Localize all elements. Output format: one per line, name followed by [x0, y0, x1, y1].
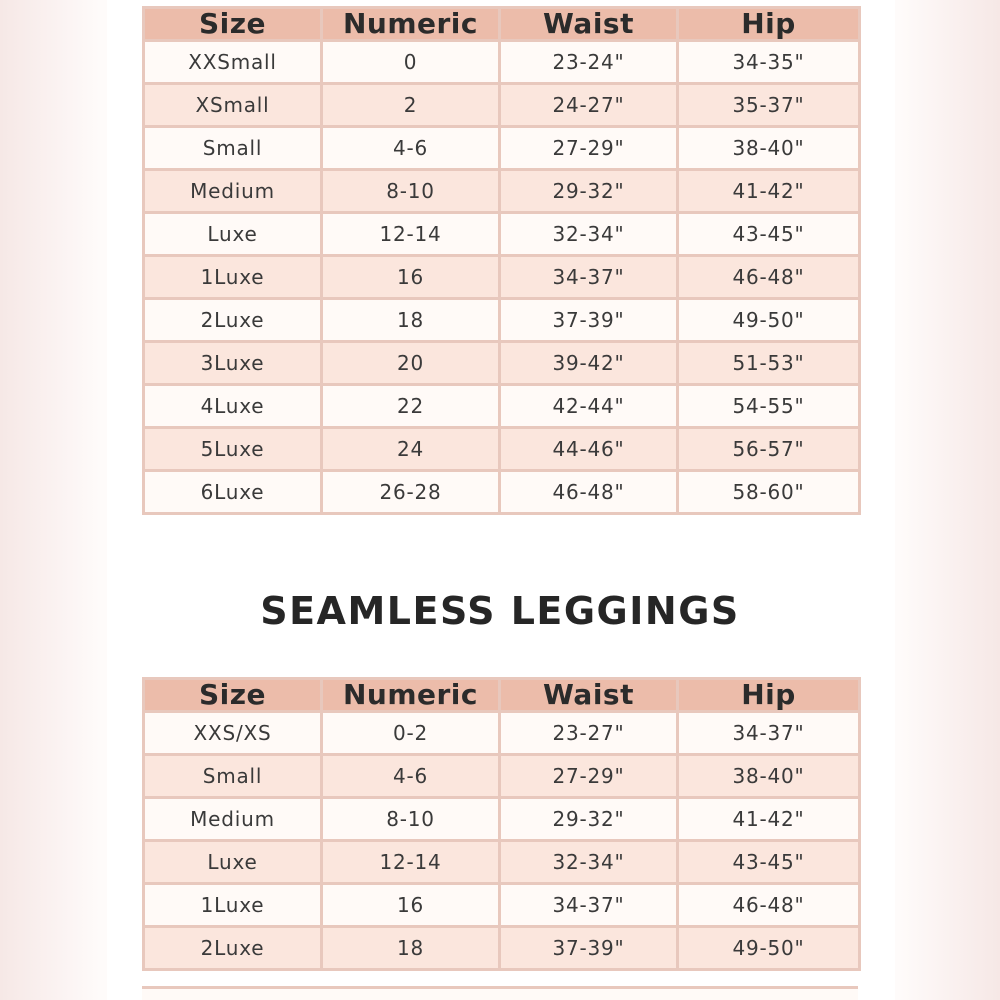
hip-cell: 43-45"	[678, 841, 860, 884]
table-row	[144, 41, 860, 84]
size-table-bottom	[142, 677, 861, 971]
size-cell: Medium	[144, 170, 322, 213]
table-row	[144, 342, 860, 385]
column-header-size: Size	[144, 8, 322, 41]
waist-cell: 39-42"	[500, 342, 678, 385]
size-cell: 3Luxe	[144, 342, 322, 385]
hip-cell: 49-50"	[678, 299, 860, 342]
waist-cell: 29-32"	[500, 170, 678, 213]
hip-cell: 46-48"	[678, 256, 860, 299]
waist-cell: 44-46"	[500, 428, 678, 471]
size-cell: XXSmall	[144, 41, 322, 84]
size-cell: 5Luxe	[144, 428, 322, 471]
table-header-row	[144, 8, 860, 41]
table-row	[144, 841, 860, 884]
column-header-hip: Hip	[678, 8, 860, 41]
size-cell: XXS/XS	[144, 712, 322, 755]
column-header-waist: Waist	[500, 679, 678, 712]
section-title: SEAMLESS LEGGINGS	[260, 589, 740, 633]
hip-cell: 41-42"	[678, 170, 860, 213]
column-header-numeric: Numeric	[322, 8, 500, 41]
size-cell: 2Luxe	[144, 299, 322, 342]
waist-cell: 23-24"	[500, 41, 678, 84]
waist-cell: 46-48"	[500, 471, 678, 514]
hip-cell: 38-40"	[678, 755, 860, 798]
waist-cell: 32-34"	[500, 841, 678, 884]
waist-cell: 27-29"	[500, 755, 678, 798]
numeric-cell: 18	[322, 927, 500, 970]
size-cell: 2Luxe	[144, 927, 322, 970]
size-table-top	[142, 6, 861, 515]
hip-cell: 38-40"	[678, 127, 860, 170]
size-cell: Small	[144, 755, 322, 798]
hip-cell: 46-48"	[678, 884, 860, 927]
numeric-cell: 0-2	[322, 712, 500, 755]
hip-cell: 34-35"	[678, 41, 860, 84]
column-header-waist: Waist	[500, 8, 678, 41]
waist-cell: 24-27"	[500, 84, 678, 127]
waist-cell: 42-44"	[500, 385, 678, 428]
hip-cell: 51-53"	[678, 342, 860, 385]
numeric-cell: 16	[322, 256, 500, 299]
size-cell: 6Luxe	[144, 471, 322, 514]
table-row	[144, 471, 860, 514]
numeric-cell: 20	[322, 342, 500, 385]
waist-cell: 34-37"	[500, 256, 678, 299]
table-header-row	[144, 679, 860, 712]
table-row	[144, 755, 860, 798]
hip-cell: 35-37"	[678, 84, 860, 127]
numeric-cell: 12-14	[322, 841, 500, 884]
numeric-cell: 0	[322, 41, 500, 84]
size-cell: XSmall	[144, 84, 322, 127]
numeric-cell: 2	[322, 84, 500, 127]
numeric-cell: 24	[322, 428, 500, 471]
waist-cell: 37-39"	[500, 927, 678, 970]
hip-cell: 41-42"	[678, 798, 860, 841]
numeric-cell: 18	[322, 299, 500, 342]
numeric-cell: 12-14	[322, 213, 500, 256]
column-header-hip: Hip	[678, 679, 860, 712]
numeric-cell: 26-28	[322, 471, 500, 514]
waist-cell: 23-27"	[500, 712, 678, 755]
size-cell: Small	[144, 127, 322, 170]
table-row	[144, 927, 860, 970]
column-header-numeric: Numeric	[322, 679, 500, 712]
table-row	[144, 84, 860, 127]
numeric-cell: 8-10	[322, 798, 500, 841]
table-row	[144, 256, 860, 299]
size-cell: 1Luxe	[144, 256, 322, 299]
table-row	[144, 170, 860, 213]
size-cell: Medium	[144, 798, 322, 841]
table-continuation-edge	[142, 986, 858, 1000]
table-row	[144, 884, 860, 927]
table-row	[144, 385, 860, 428]
table-row	[144, 213, 860, 256]
size-cell: Luxe	[144, 213, 322, 256]
hip-cell: 54-55"	[678, 385, 860, 428]
numeric-cell: 16	[322, 884, 500, 927]
waist-cell: 27-29"	[500, 127, 678, 170]
column-header-size: Size	[144, 679, 322, 712]
hip-cell: 43-45"	[678, 213, 860, 256]
table-row	[144, 798, 860, 841]
waist-cell: 34-37"	[500, 884, 678, 927]
waist-cell: 32-34"	[500, 213, 678, 256]
table-row	[144, 127, 860, 170]
size-cell: 1Luxe	[144, 884, 322, 927]
table-row	[144, 712, 860, 755]
hip-cell: 56-57"	[678, 428, 860, 471]
table-row	[144, 428, 860, 471]
waist-cell: 29-32"	[500, 798, 678, 841]
hip-cell: 58-60"	[678, 471, 860, 514]
hip-cell: 49-50"	[678, 927, 860, 970]
numeric-cell: 4-6	[322, 127, 500, 170]
waist-cell: 37-39"	[500, 299, 678, 342]
numeric-cell: 22	[322, 385, 500, 428]
size-cell: Luxe	[144, 841, 322, 884]
numeric-cell: 8-10	[322, 170, 500, 213]
numeric-cell: 4-6	[322, 755, 500, 798]
size-cell: 4Luxe	[144, 385, 322, 428]
hip-cell: 34-37"	[678, 712, 860, 755]
table-row	[144, 299, 860, 342]
